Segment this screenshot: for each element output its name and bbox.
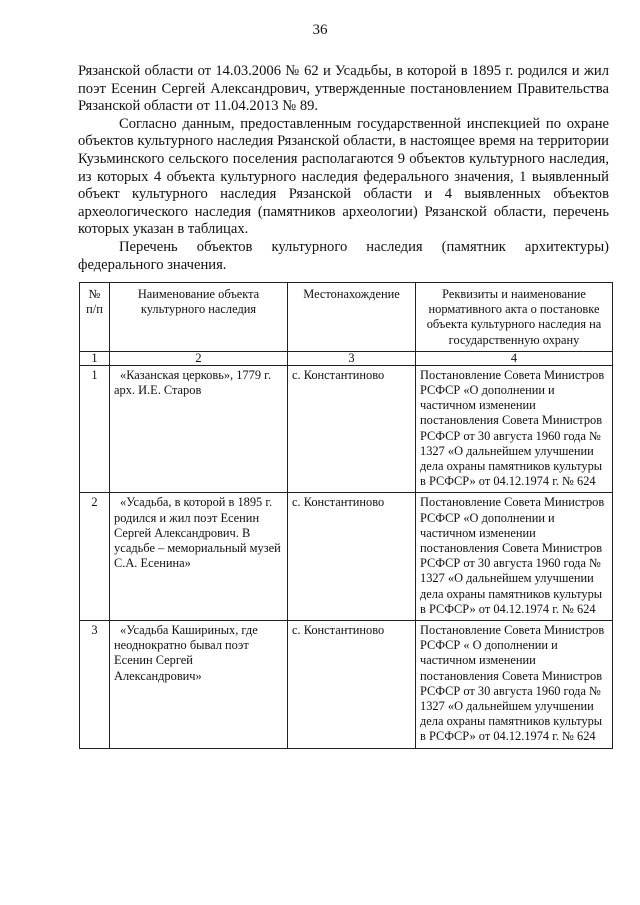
- table-header-row: [80, 283, 613, 352]
- header-requisites: Реквизиты и наименование нормативного акта о постановке объекта культурного наследия на государственную охрану: [416, 283, 613, 352]
- column-number: 2: [110, 351, 288, 365]
- column-number-row: [80, 351, 613, 365]
- column-number: 4: [416, 351, 613, 365]
- object-requisites: Постановление Совета Министров РСФСР « О дополнении и частичном изменении постановления Совета Министров РСФСР от 30 августа 1960 года № 1327 «О дальнейшем улучшении дела охраны памятников культуры в РСФСР» от 04.12.1974 г. № 624: [416, 621, 613, 749]
- header-location: Местонахождение: [288, 283, 416, 352]
- header-num: № п/п: [80, 283, 110, 352]
- column-number: 3: [288, 351, 416, 365]
- object-name: «Казанская церковь», 1779 г. арх. И.Е. Старов: [110, 365, 288, 493]
- header-name: Наименование объекта культурного наследия: [110, 283, 288, 352]
- object-name: «Усадьба Кашириных, где неоднократно бывал поэт Есенин Сергей Александрович»: [110, 621, 288, 749]
- paragraph: Согласно данным, предоставленным государственной инспекцией по охране объектов культурного наследия Рязанской области, в настоящее время на территории Кузьминского сельского поселения располагаются 9 объектов культурного наследия, из которых 4 объекта культурного наследия федерального значения, 1 выявленный объект культурного наследия Рязанской области и 4 выявленных объектов археологического наследия (памятников археологии) Рязанской области, перечень которых указан в таблицах.: [78, 115, 609, 238]
- table-row: [80, 621, 613, 749]
- object-location: с. Константиново: [288, 493, 416, 621]
- body-text: [78, 63, 609, 274]
- paragraph: Рязанской области от 14.03.2006 № 62 и Усадьбы, в которой в 1895 г. родился и жил поэт Есенин Сергей Александрович, утвержденные постановлением Правительства Рязанской области от 11.04.2013 № 89.: [78, 63, 609, 115]
- table-row: [80, 365, 613, 493]
- row-num: 3: [80, 621, 110, 749]
- page-number: 36: [312, 22, 328, 38]
- object-requisites: Постановление Совета Министров РСФСР «О дополнении и частичном изменении постановления Совета Министров РСФСР от 30 августа 1960 года № 1327 «О дальнейшем улучшении дела охраны памятников культуры в РСФСР» от 04.12.1974 г. № 624: [416, 493, 613, 621]
- row-num: 2: [80, 493, 110, 621]
- row-num: 1: [80, 365, 110, 493]
- column-number: 1: [80, 351, 110, 365]
- paragraph: Перечень объектов культурного наследия (памятник архитектуры) федерального значения.: [78, 238, 609, 273]
- table-row: [80, 493, 613, 621]
- object-location: с. Константиново: [288, 621, 416, 749]
- object-location: с. Константиново: [288, 365, 416, 493]
- object-name: «Усадьба, в которой в 1895 г. родился и жил поэт Есенин Сергей Александрович. В усадьбе – мемориальный музей С.А. Есенина»: [110, 493, 288, 621]
- heritage-objects-table: [79, 282, 613, 749]
- object-requisites: Постановление Совета Министров РСФСР «О дополнении и частичном изменении постановления Совета Министров РСФСР от 30 августа 1960 года № 1327 «О дальнейшем улучшении дела охраны памятников культуры в РСФСР» от 04.12.1974 г. № 624: [416, 365, 613, 493]
